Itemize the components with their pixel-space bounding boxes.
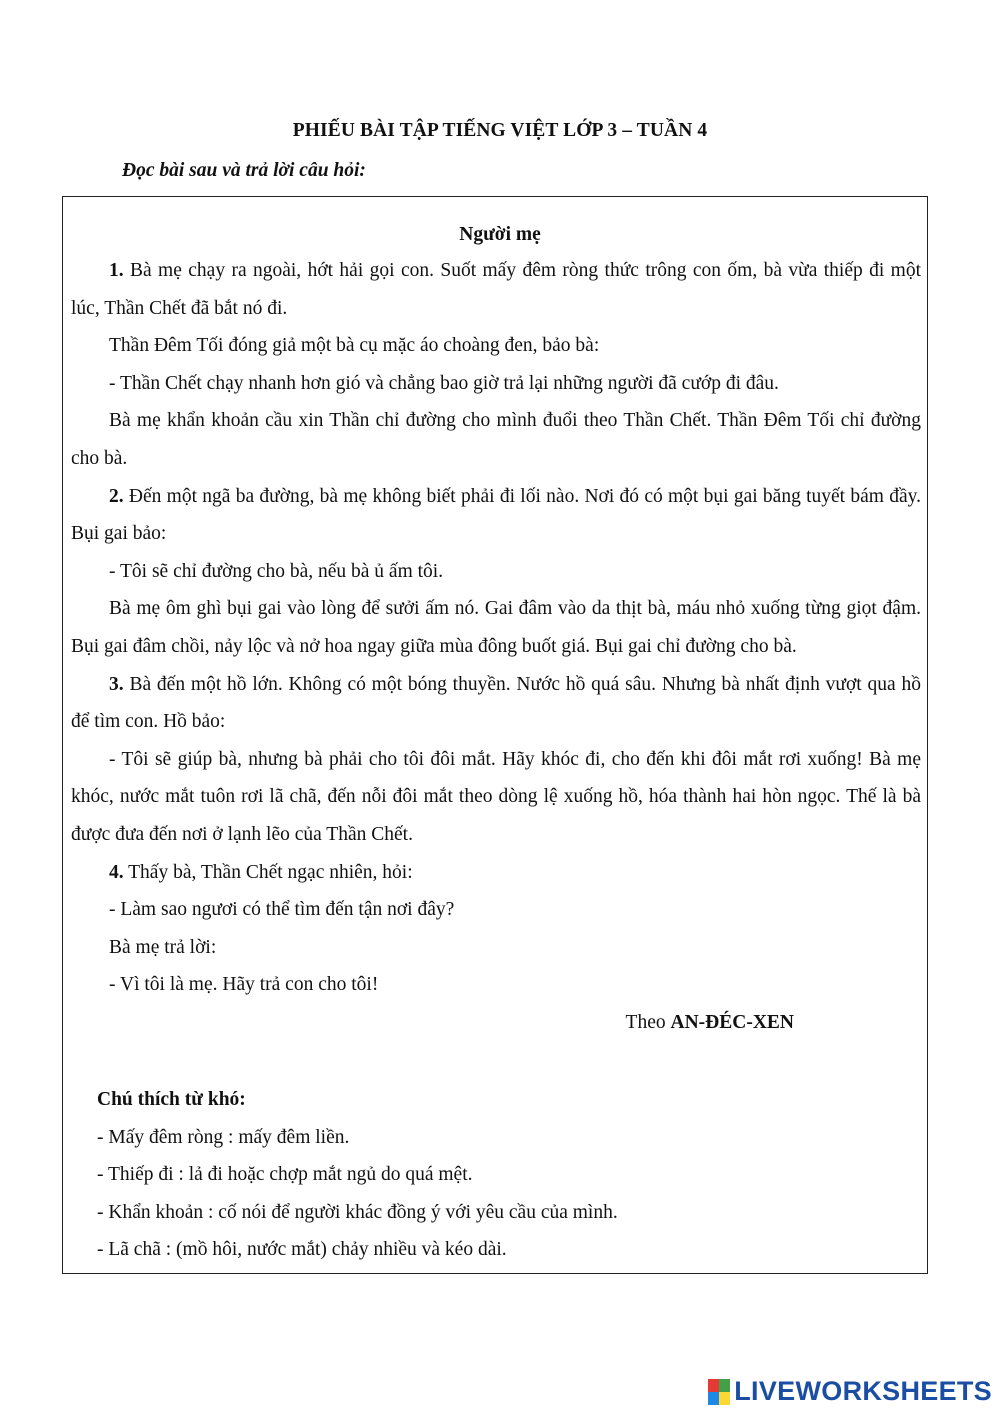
paragraph-10 <box>71 854 921 892</box>
paragraph-1 <box>71 252 921 327</box>
paragraph-1-text: Bà mẹ chạy ra ngoài, hớt hải gọi con. Suốt mấy đêm ròng thức trông con ốm, bà vừa thiếp đi một lúc, Thần Chết đã bắt nó đi. <box>71 260 921 319</box>
paragraph-5 <box>71 478 921 553</box>
paragraph-10-text: Thấy bà, Thần Chết ngạc nhiên, hỏi: <box>123 861 413 883</box>
section-number-1: 1. <box>109 260 124 281</box>
paragraph-8 <box>71 666 921 741</box>
logo-square-red <box>708 1379 719 1392</box>
logo-square-yellow <box>719 1392 730 1405</box>
note-item: - Lã chã : (mồ hôi, nước mắt) chảy nhiều và kéo dài. <box>97 1239 507 1261</box>
paragraph-4: Bà mẹ khẩn khoản cầu xin Thần chỉ đường cho mình đuổi theo Thần Chết. Thần Đêm Tối chỉ đường cho bà. <box>71 410 921 469</box>
attribution <box>71 1004 921 1042</box>
liveworksheets-logo-icon <box>708 1379 730 1405</box>
paragraph-13: - Vì tôi là mẹ. Hãy trả con cho tôi! <box>109 974 379 996</box>
attribution-author: AN-ĐÉC-XEN <box>670 1011 794 1033</box>
note-item: - Khẩn khoản : cố nói để người khác đồng ý với yêu cầu của mình. <box>97 1201 618 1223</box>
paragraph-7: Bà mẹ ôm ghì bụi gai vào lòng để sưởi ấm nó. Gai đâm vào da thịt bà, máu nhỏ xuống từng giọt đậm. Bụi gai đâm chồi, nảy lộc và nở hoa ngay giữa mùa đông buốt giá. Bụi gai chỉ đường cho bà. <box>71 598 921 657</box>
paragraph-2: Thần Đêm Tối đóng giả một bà cụ mặc áo choàng đen, bảo bà: <box>109 335 600 357</box>
paragraph-9: - Tôi sẽ giúp bà, nhưng bà phải cho tôi đôi mắt. Hãy khóc đi, cho đến khi đôi mắt rơi xuống! Bà mẹ khóc, nước mắt tuôn rơi lã chã, đến nỗi đôi mắt theo dòng lệ xuống hồ, hóa thành hai hòn ngọc. Thế là bà được đưa đến nơi ở lạnh lẽo của Thần Chết. <box>71 748 921 845</box>
instruction-text: Đọc bài sau và trả lời câu hỏi: <box>122 160 366 181</box>
paragraph-6: - Tôi sẽ chỉ đường cho bà, nếu bà ủ ấm tôi. <box>109 560 444 582</box>
watermark-text: LIVEWORKSHEETS <box>734 1376 992 1406</box>
section-number-2: 2. <box>109 485 124 507</box>
logo-square-green <box>719 1379 730 1392</box>
vocabulary-notes <box>97 1081 917 1269</box>
paragraph-11: - Làm sao ngươi có thể tìm đến tận nơi đây? <box>109 899 455 921</box>
story-body <box>71 252 921 1041</box>
note-item: - Mấy đêm ròng : mấy đêm liền. <box>97 1126 350 1148</box>
logo-square-blue <box>708 1392 719 1405</box>
paragraph-8-text: Bà đến một hồ lớn. Không có một bóng thuyền. Nước hồ quá sâu. Nhưng bà nhất định vượt qua hồ để tìm con. Hồ bảo: <box>71 673 921 733</box>
notes-heading: Chú thích từ khó: <box>97 1089 246 1110</box>
note-item: - Thiếp đi : lả đi hoặc chợp mắt ngủ do quá mệt. <box>97 1164 473 1186</box>
liveworksheets-watermark <box>708 1376 992 1407</box>
section-number-4: 4. <box>109 861 124 883</box>
section-number-3: 3. <box>109 673 124 695</box>
paragraph-5-text: Đến một ngã ba đường, bà mẹ không biết phải đi lối nào. Nơi đó có một bụi gai băng tuyết bám đầy. Bụi gai bảo: <box>71 485 921 545</box>
worksheet-title: PHIẾU BÀI TẬP TIẾNG VIỆT LỚP 3 – TUẦN 4 <box>292 120 708 141</box>
paragraph-12: Bà mẹ trả lời: <box>109 936 217 958</box>
story-title: Người mẹ <box>459 224 541 245</box>
paragraph-3: - Thần Chết chạy nhanh hơn gió và chẳng bao giờ trả lại những người đã cướp đi đâu. <box>109 372 779 394</box>
attribution-prefix: Theo <box>625 1011 671 1033</box>
